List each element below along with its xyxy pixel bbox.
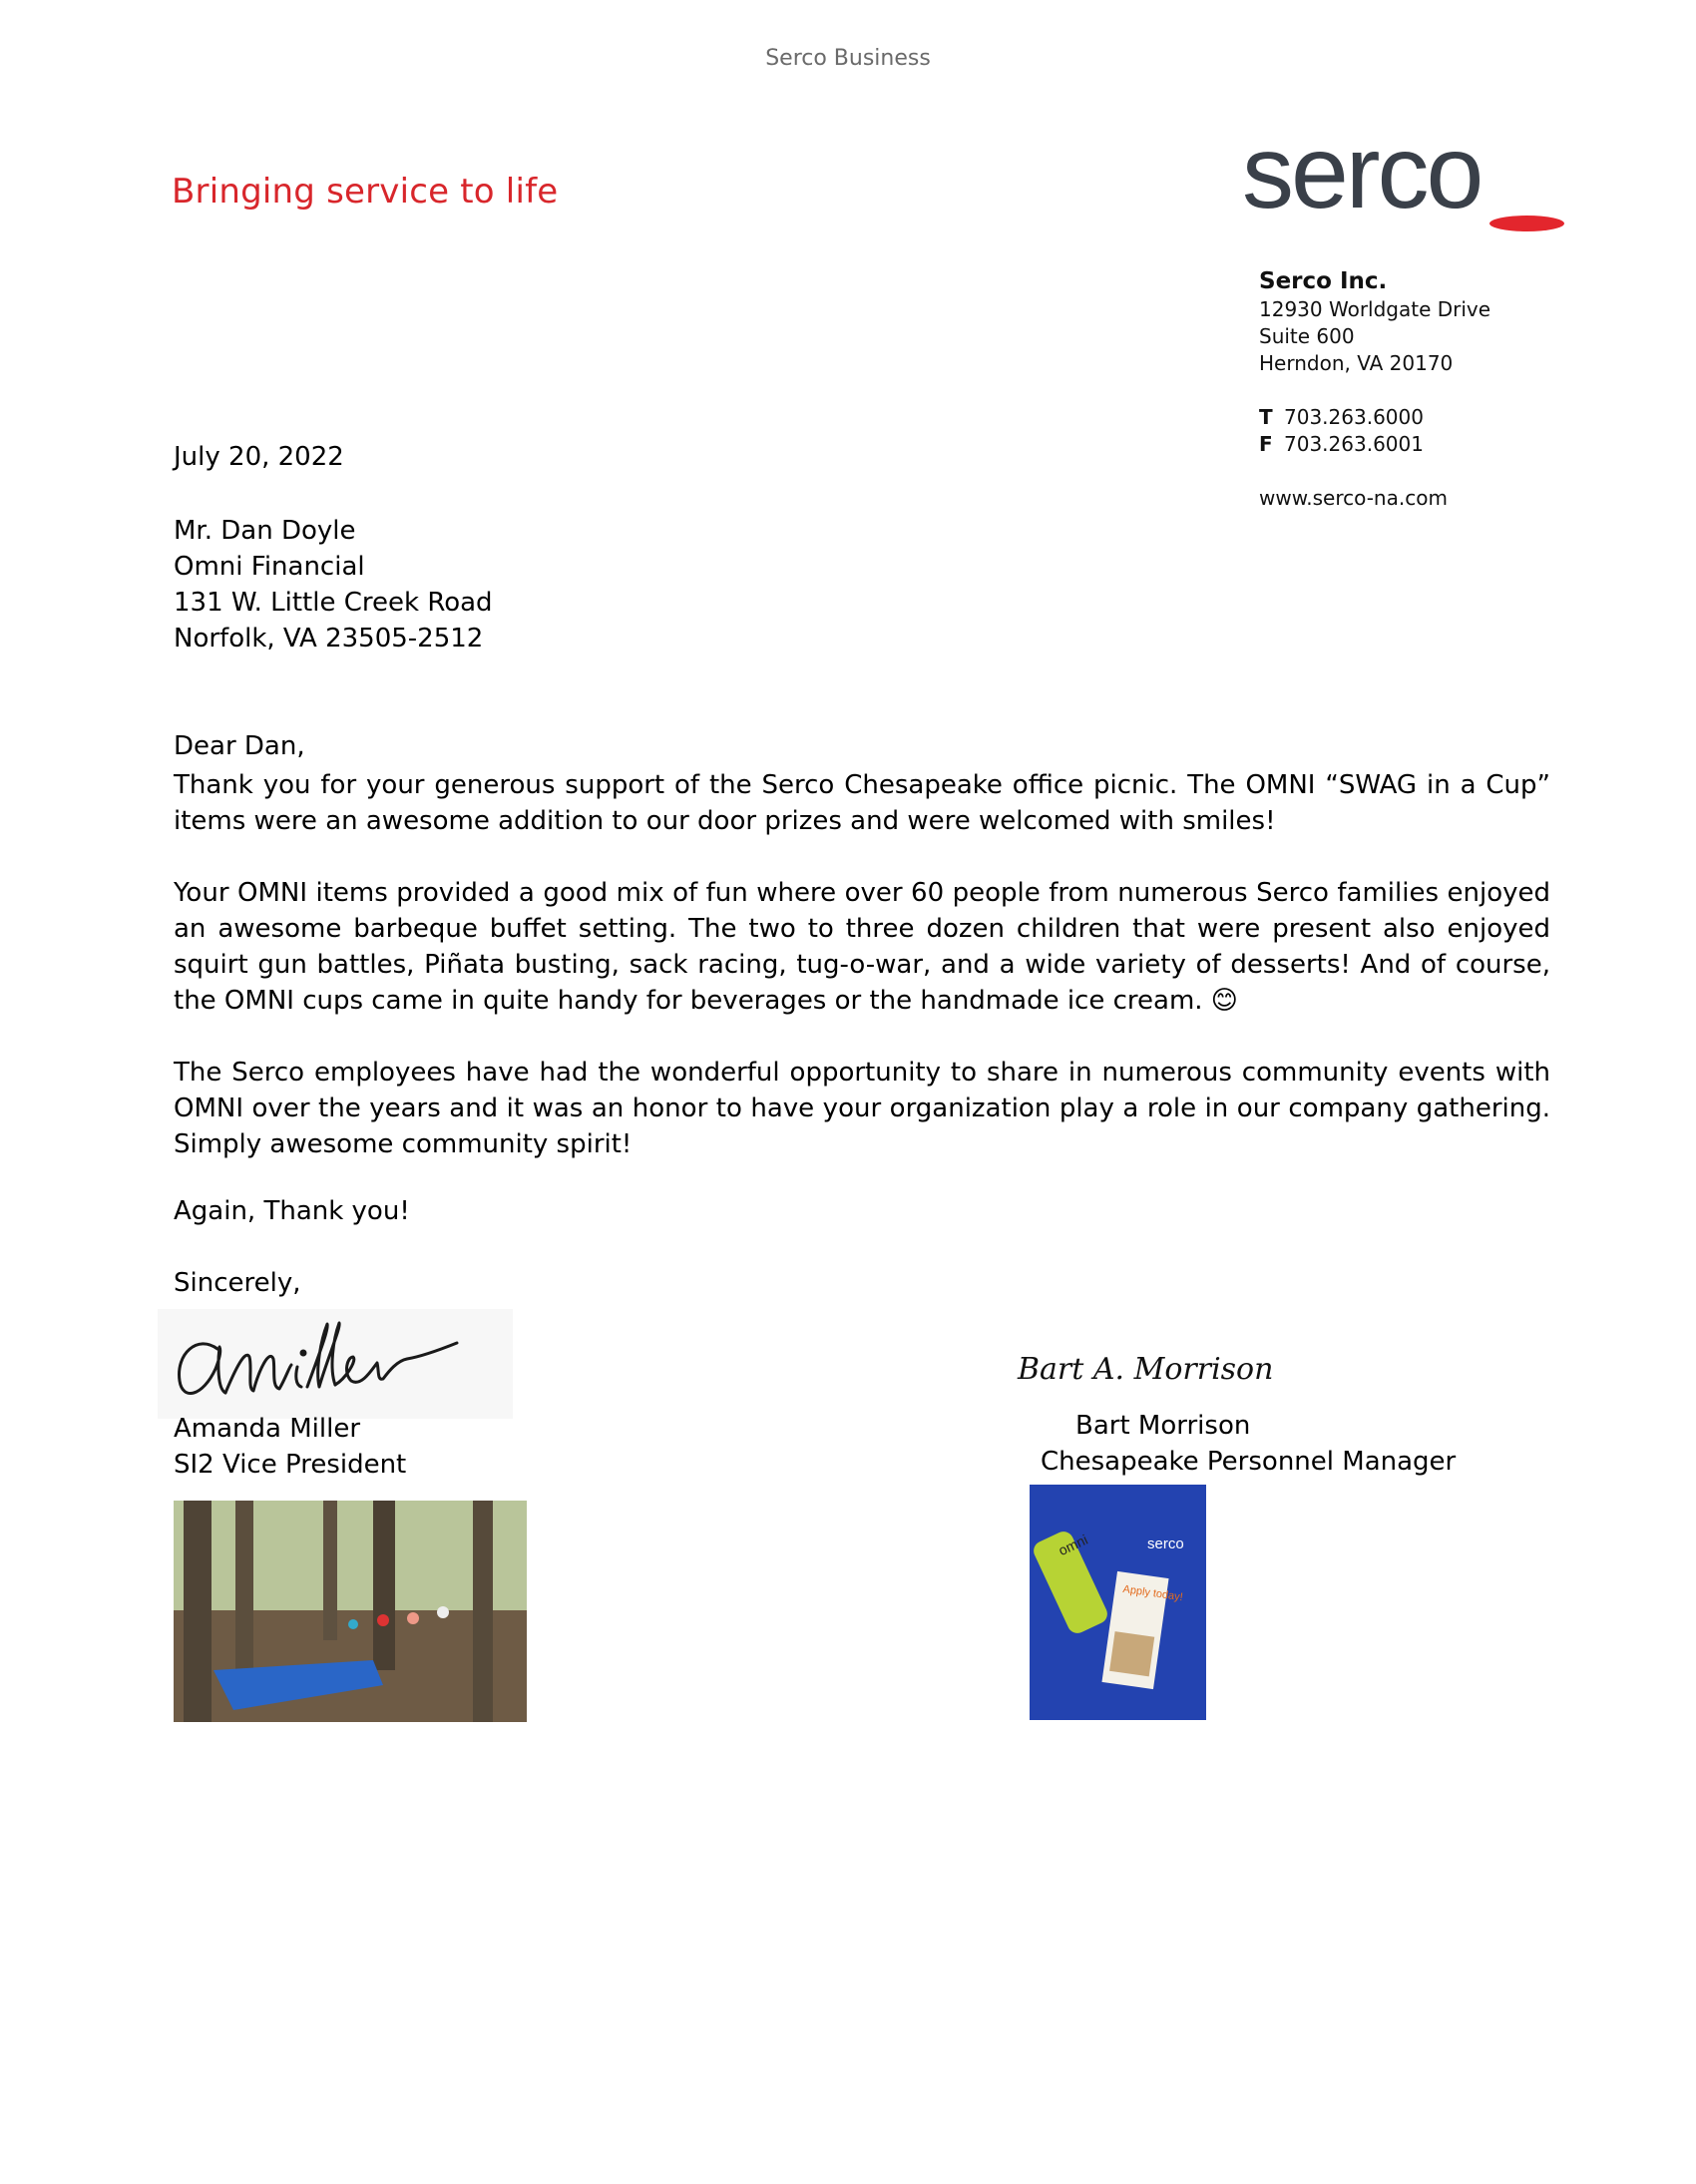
serco-logo [1242, 115, 1571, 236]
svg-text:omni: omni [1056, 1530, 1090, 1559]
svg-text:Apply today!: Apply today! [1121, 1582, 1184, 1604]
recipient-address [174, 513, 493, 656]
sender-website: www.serco-na.com [1259, 486, 1448, 510]
logo-swoosh [1489, 216, 1564, 231]
swag-photo [1030, 1485, 1206, 1720]
recipient-city: Norfolk, VA 23505-2512 [174, 624, 484, 654]
document-header-label: Serco Business [765, 46, 931, 71]
brand-tagline: Bringing service to life [172, 172, 559, 212]
svg-text:serco: serco [1147, 1535, 1184, 1552]
sender-phone-line [1259, 404, 1490, 431]
fax-label: F [1259, 432, 1273, 456]
body-paragraph-2: Your OMNI items provided a good mix of fun where over 60 people from numerous Serco families enjoyed an awesome barbeque buffet setting. The two to three dozen children that were present also enjoyed squirt gun battles, Piñata busting, sack racing, tug-o-war, and a wide variety of desserts! And of course, the OMNI cups came in quite handy for beverages or the handmade ice cream. 😊 [174, 878, 1550, 1016]
recipient-street: 131 W. Little Creek Road [174, 588, 493, 618]
phone-label: T [1259, 405, 1273, 429]
signer-bart-morrison-title: Chesapeake Personnel Manager [1041, 1447, 1457, 1477]
logo-wordmark: serco [1242, 115, 1482, 230]
signer-bart-morrison-name: Bart Morrison [1075, 1411, 1251, 1441]
sender-address-block [1259, 267, 1490, 512]
salutation: Dear Dan, [174, 731, 305, 761]
recipient-company: Omni Financial [174, 552, 365, 582]
letter-date: July 20, 2022 [174, 442, 344, 472]
signer-title: SI2 Vice President [174, 1450, 407, 1480]
closing: Sincerely, [174, 1268, 301, 1298]
signature-amanda-miller [158, 1309, 513, 1419]
sender-fax: 703.263.6001 [1284, 432, 1424, 456]
picnic-photo [174, 1501, 527, 1722]
sender-company: Serco Inc. [1259, 268, 1388, 294]
sender-suite: Suite 600 [1259, 324, 1355, 348]
sender-city: Herndon, VA 20170 [1259, 351, 1454, 375]
signature-bart-morrison: Bart A. Morrison [1018, 1352, 1274, 1387]
signer-name: Amanda Miller [174, 1414, 361, 1444]
body-paragraph-1: Thank you for your generous support of the Serco Chesapeake office picnic. The OMNI “SWAG in a Cup” items were an awesome addition to our door prizes and were welcomed with smiles! [174, 770, 1550, 836]
closing-thanks: Again, Thank you! [174, 1196, 410, 1226]
sender-phone: 703.263.6000 [1284, 405, 1424, 429]
sender-fax-line [1259, 431, 1490, 458]
recipient-name: Mr. Dan Doyle [174, 516, 356, 546]
body-paragraph-3: The Serco employees have had the wonderful opportunity to share in numerous community events with OMNI over the years and it was an honor to have your organization play a role in our company gathering. Simply awesome community spirit! [174, 1058, 1550, 1159]
sender-street: 12930 Worldgate Drive [1259, 297, 1491, 321]
signer-amanda-miller [174, 1411, 406, 1483]
